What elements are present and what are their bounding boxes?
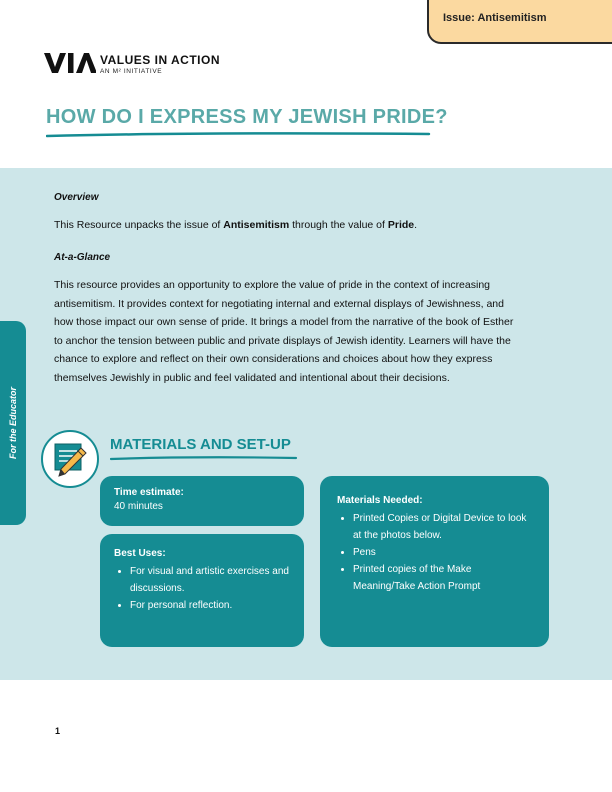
- materials-heading: MATERIALS AND SET-UP: [110, 436, 291, 453]
- best-uses-list: [114, 563, 290, 614]
- overview-heading: Overview: [54, 192, 99, 203]
- overview-issue: Antisemitism: [223, 219, 290, 231]
- issue-tab-label: Issue: Antisemitism: [443, 12, 547, 24]
- list-item: • Printed copies of the Make Meaning/Take Action Prompt: [353, 561, 532, 595]
- best-uses-label: Best Uses:: [114, 548, 166, 559]
- logo-name: VALUES IN ACTION: [100, 53, 221, 67]
- overview-text-mid: through the value of: [289, 219, 388, 231]
- materials-underline: [110, 455, 298, 461]
- list-item: • Printed Copies or Digital Device to look at the photos below.: [353, 510, 532, 544]
- time-estimate-card: [100, 476, 304, 526]
- overview-value: Pride: [387, 219, 415, 231]
- issue-tab: [427, 0, 612, 44]
- page-title: HOW DO I EXPRESS MY JEWISH PRIDE?: [46, 106, 448, 128]
- list-item: • Pens: [353, 544, 532, 561]
- notepad-pencil-icon-graphic: [43, 432, 97, 486]
- via-logo-mark: [44, 52, 96, 74]
- side-tab: [0, 321, 26, 525]
- notepad-pencil-icon: [41, 430, 99, 488]
- side-tab-label: For the Educator: [8, 386, 18, 460]
- time-estimate-value: 40 minutes: [114, 501, 163, 512]
- title-underline: [46, 131, 431, 139]
- overview-text-post: .: [414, 219, 418, 231]
- materials-needed-label: Materials Needed:: [337, 495, 423, 506]
- page-number: 1: [55, 726, 61, 736]
- overview-text-pre: This Resource unpacks the issue of: [54, 219, 224, 231]
- materials-needed-card: [320, 476, 549, 647]
- materials-needed-list: [337, 510, 532, 595]
- at-a-glance-text: This resource provides an opportunity to explore the value of pride in the context of increasing antisemitism. It provides context for negotiating internal and external displays of Jewishness, and how those impact our own sense of pride. It brings a model from the narrative of the book of Esther to anchor the tension between public and private displays of Jewish identity. Learners will have the chance to explore and reflect on their own considerations and choices about how they express themselves Jewishly in public and feel validated and intentional about their decisions.: [54, 279, 514, 384]
- list-item: • For visual and artistic exercises and discussions.: [130, 563, 290, 597]
- list-item: • For personal reflection.: [130, 597, 290, 614]
- best-uses-card: [100, 534, 304, 647]
- logo-tagline: AN M² INITIATIVE: [100, 68, 163, 75]
- time-estimate-label: Time estimate:: [114, 487, 184, 498]
- overview-text: [54, 216, 524, 235]
- at-a-glance-heading: At-a-Glance: [54, 252, 111, 263]
